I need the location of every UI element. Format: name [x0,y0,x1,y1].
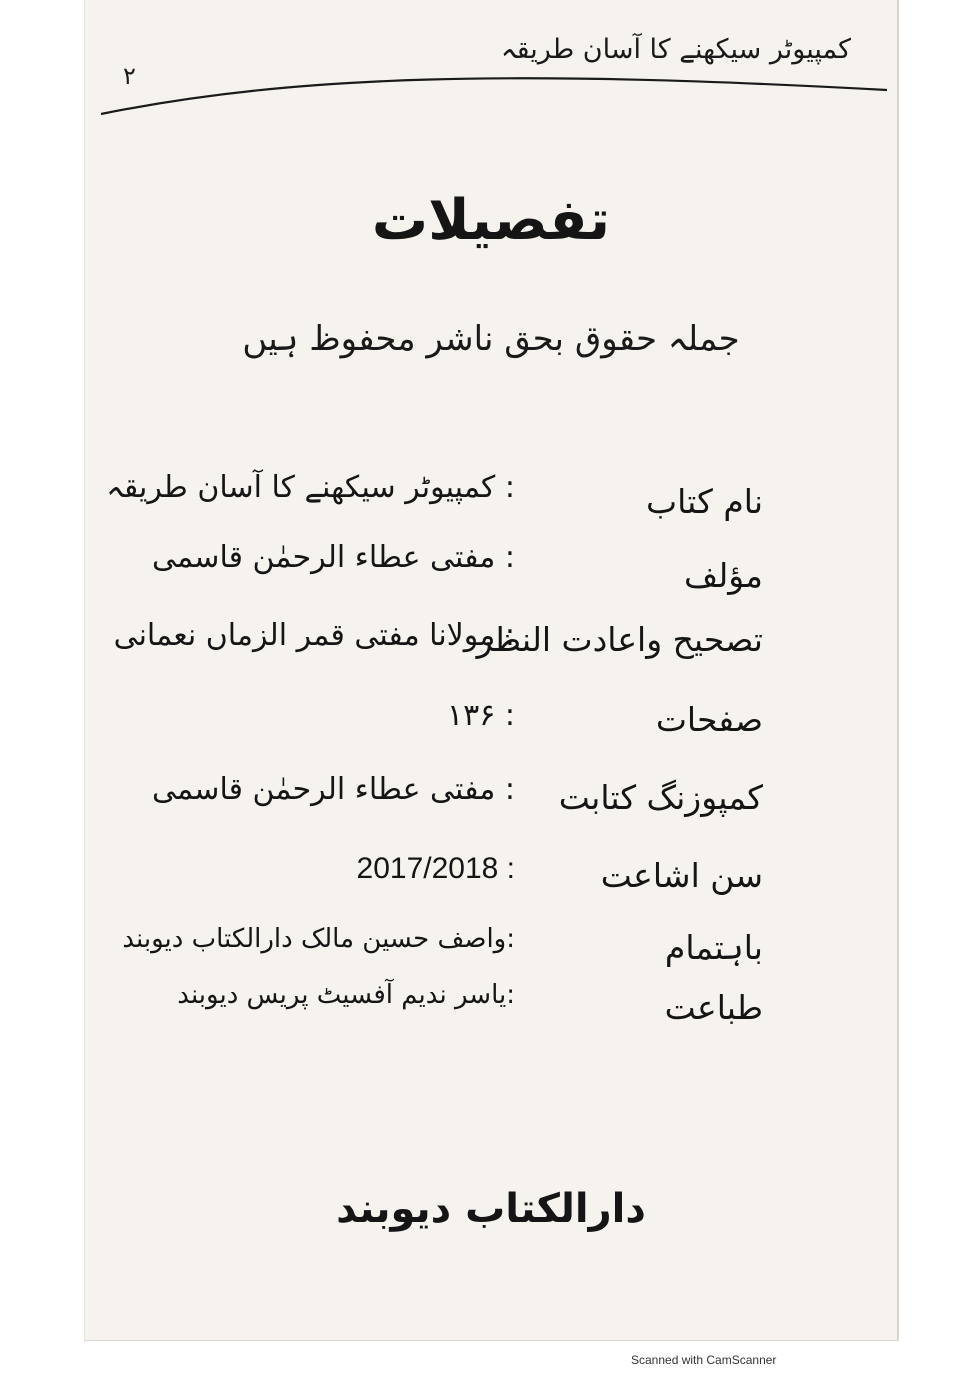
value-arranged-by: :واصف حسین مالک دارالکتاب دیوبند [122,924,515,954]
page-number: ۲ [123,62,136,90]
label-author: مؤلف [684,556,763,595]
publisher-name: دارالکتاب دیوبند [336,1186,646,1232]
value-pages: : ۱۳۶ [447,698,515,733]
label-proofreading: تصحیح واعادت النظر [476,620,763,659]
label-publication-year: سن اشاعت [600,856,763,895]
scanner-watermark: Scanned with CamScanner [631,1353,777,1367]
running-header-title: کمپیوٹر سیکھنے کا آسان طریقہ [500,34,851,65]
value-composing: : مفتی عطاء الرحمٰن قاسمی [151,772,515,807]
page-title: تفصیلات [371,188,611,253]
label-pages: صفحات [655,700,763,739]
value-publication-year: 2017/2018 : [356,852,515,885]
value-proofreading: : مولانا مفتی قمر الزماں نعمانی [113,618,515,653]
copyright-notice: جملہ حقوق بحق ناشر محفوظ ہیں [242,319,740,359]
scanned-page [84,0,899,1341]
value-printing: :یاسر ندیم آفسیٹ پریس دیوبند [177,980,515,1010]
label-arranged-by: باہتمام [664,928,763,967]
label-printing: طباعت [664,988,763,1027]
header-curved-rule [99,68,889,128]
label-book-name: نام کتاب [646,482,763,521]
value-author: : مفتی عطاء الرحمٰن قاسمی [151,540,515,575]
value-book-name: : کمپیوٹر سیکھنے کا آسان طریقہ [106,470,515,505]
label-composing: کمپوزنگ کتابت [558,778,763,817]
